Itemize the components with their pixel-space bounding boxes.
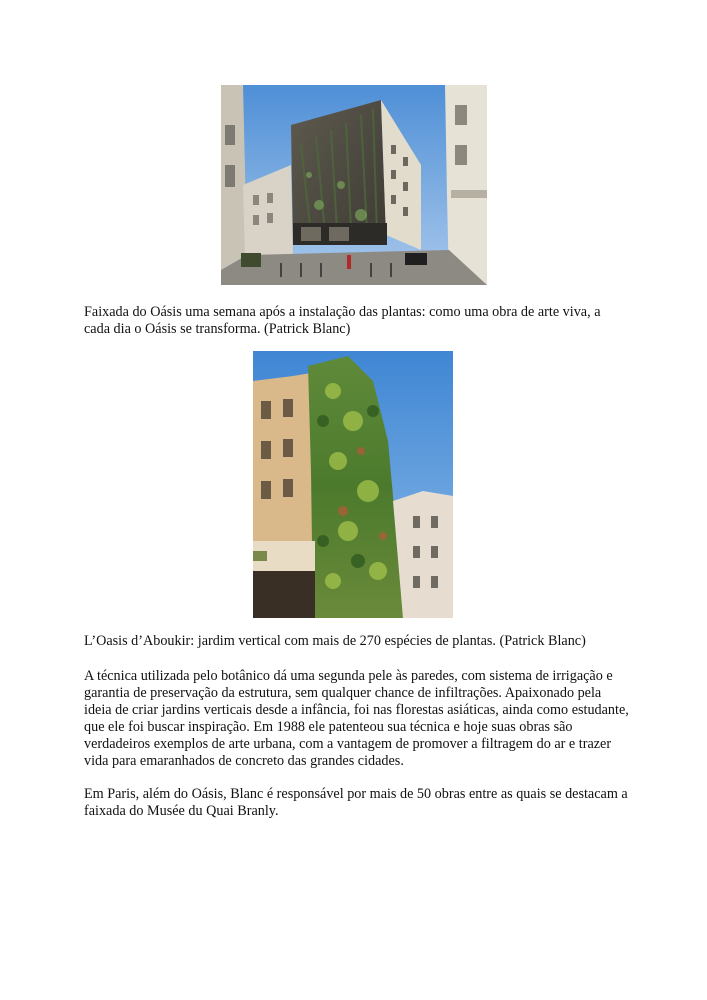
- photo-caption-aboukir: L’Oasis d’Aboukir: jardim vertical com mais de 270 espécies de plantas. (Patrick Blanc): [84, 633, 586, 649]
- oasis-aboukir-green-wall-photo: [253, 351, 453, 618]
- body-paragraph-technique: A técnica utilizada pelo botânico dá uma segunda pele às paredes, com sistema de irrigação e garantia de preservação da estrutura, sem qualquer chance de infiltrações. Apaixonado pela ideia de criar jardins verticais desde a infância, foi nas florestas asiáticas, ainda como estudante, que ele foi buscar inspiração. Em 1988 ele patenteou sua técnica e hoje suas obras são verdadeiros exemplos de arte urbana, com a vantagem de promover a filtragem do ar e trazer vida para emaranhados de concreto das grandes cidades.: [84, 668, 629, 769]
- photo-caption-facade: Faixada do Oásis uma semana após a instalação das plantas: como uma obra de arte viva, a cada dia o Oásis se transforma. (Patrick Blanc): [84, 304, 601, 337]
- oasis-facade-week-photo: [221, 85, 487, 285]
- body-paragraph-paris-works: Em Paris, além do Oásis, Blanc é responsável por mais de 50 obras entre as quais se destacam a faixada do Musée du Quai Branly.: [84, 786, 628, 819]
